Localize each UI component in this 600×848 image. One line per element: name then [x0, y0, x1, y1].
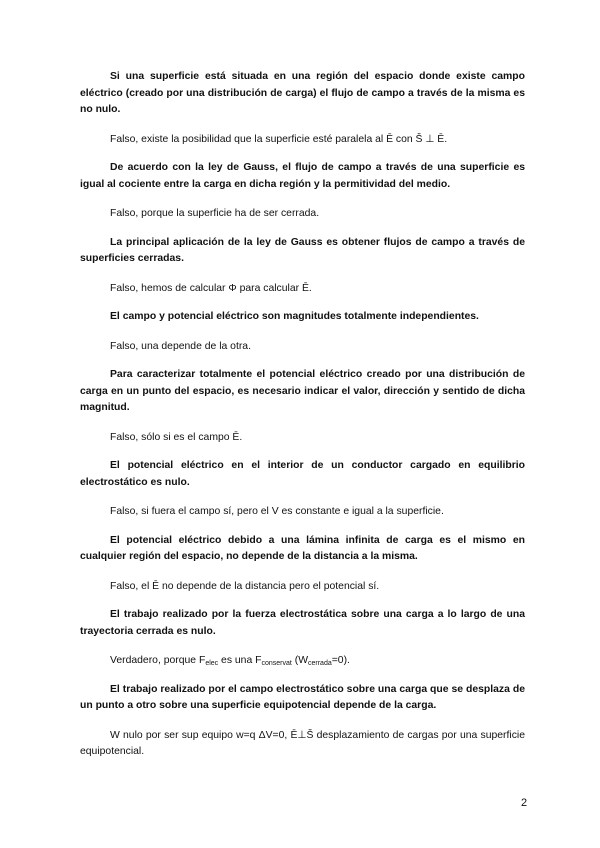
- statement-7: El potencial eléctrico debido a una lámina infinita de carga es el mismo en cualquier región del espacio, no depende de la distancia a la misma.: [80, 534, 525, 562]
- page-number: 2: [521, 797, 528, 809]
- statement-9: El trabajo realizado por el campo electrostático sobre una carga que se desplaza de un punto a otro sobre una superficie equipotencial depende de la carga.: [80, 683, 525, 711]
- answer-7: Falso, el Ē no depende de la distancia pero el potencial sí.: [110, 580, 380, 592]
- statement-5: Para caracterizar totalmente el potencial eléctrico creado por una distribución de carga en un punto del espacio, es necesario indicar el valor, dirección y sentido de dicha magnitud.: [80, 369, 525, 413]
- question-list: [80, 69, 525, 761]
- answer-3: Falso, hemos de calcular Φ para calcular Ē.: [110, 282, 312, 294]
- statement-3: La principal aplicación de la ley de Gauss es obtener flujos de campo a través de superficies cerradas.: [80, 236, 525, 264]
- answer-6: Falso, si fuera el campo sí, pero el V es constante e igual a la superficie.: [110, 506, 444, 517]
- answer-8-text-2: es una F: [218, 655, 262, 666]
- answer-8-text-4: =0).: [331, 655, 350, 666]
- answer-8: [80, 653, 525, 670]
- statement-6: El potencial eléctrico en el interior de un conductor cargado en equilibrio electrostático es nulo.: [80, 460, 525, 488]
- answer-9: W nulo por ser sup equipo w=q ΔV=0, Ē⊥Š desplazamiento de cargas por una superficie equipotencial.: [80, 729, 525, 757]
- statement-4: El campo y potencial eléctrico son magnitudes totalmente independientes.: [110, 311, 479, 322]
- answer-4: Falso, una depende de la otra.: [110, 340, 251, 352]
- statement-1: Si una superficie está situada en una región del espacio donde existe campo eléctrico (creado por una distribución de carga) el flujo de campo a través de la misma es no nulo.: [80, 71, 525, 115]
- answer-8-sub-cerrada: cerrada: [308, 660, 332, 667]
- answer-5: Falso, sólo si es el campo Ē.: [110, 431, 243, 443]
- answer-8-sub-elec: elec: [205, 660, 219, 667]
- answer-8-sub-conservat: conservat: [261, 660, 292, 667]
- answer-8-text-1: Verdadero, porque F: [110, 655, 206, 666]
- answer-2: Falso, porque la superficie ha de ser cerrada.: [110, 208, 320, 219]
- answer-1: Falso, existe la posibilidad que la superficie esté paralela al Ē con Š ⊥ Ē.: [110, 133, 448, 145]
- statement-8: El trabajo realizado por la fuerza electrostática sobre una carga a lo largo de una trayectoria cerrada es nulo.: [80, 609, 525, 637]
- statement-2: De acuerdo con la ley de Gauss, el flujo de campo a través de una superficie es igual al cociente entre la carga en dicha región y la permitividad del medio.: [80, 162, 525, 190]
- answer-8-text-3: (W: [291, 655, 308, 666]
